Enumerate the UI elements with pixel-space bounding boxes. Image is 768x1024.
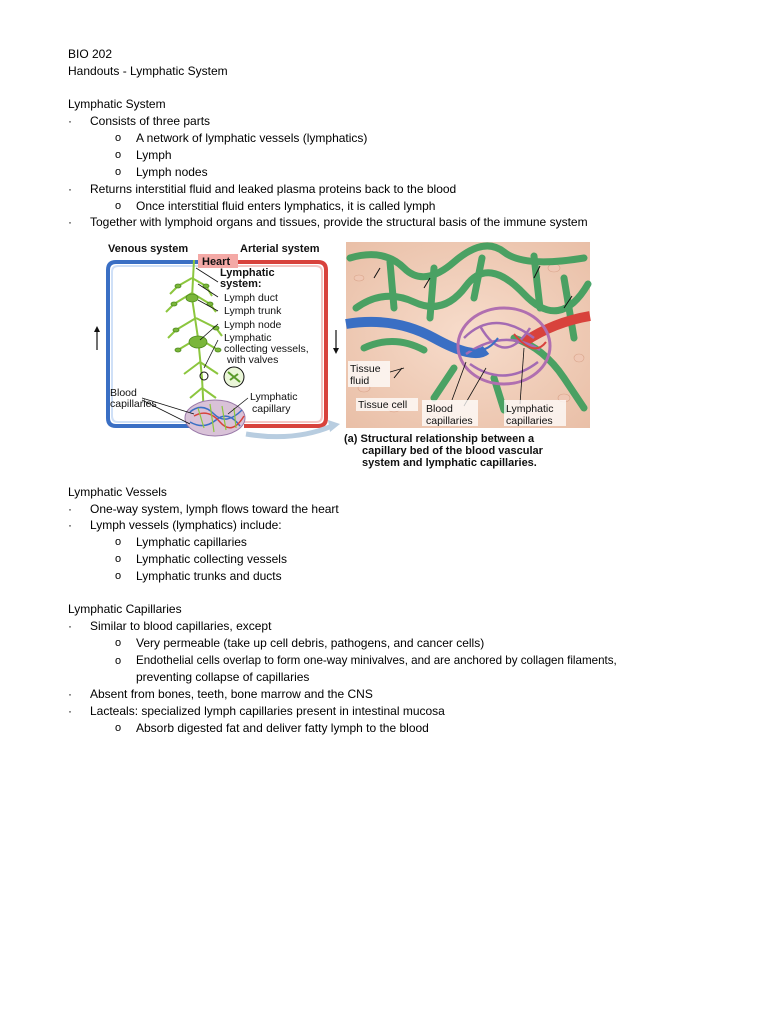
sub-bullet-glyph: o [115,166,122,178]
sub-list-item: A network of lymphatic vessels (lymphatics) [136,131,368,145]
bullet-glyph: · [68,502,72,516]
figure-caption-line-2: capillary bed of the blood vascular [362,445,543,457]
sub-list-item: Lymphatic capillaries [136,535,247,549]
sub-list-item: Lymphatic collecting vessels [136,552,287,566]
sub-list-item-continuation: preventing collapse of capillaries [136,670,310,684]
sub-bullet-glyph: o [115,722,122,734]
list-item: Lacteals: specialized lymph capillaries present in intestinal mucosa [90,704,445,718]
figure-caption-line-1: (a) Structural relationship between a [344,433,535,445]
bullet-glyph: · [68,687,72,701]
lymphatic-capillary-label-1: Lymphatic [250,391,298,403]
arterial-system-label: Arterial system [240,243,320,255]
sub-bullet-glyph: o [115,655,122,667]
sub-list-item: Once interstitial fluid enters lymphatics, it is called lymph [136,199,436,213]
sub-bullet-glyph: o [115,149,122,161]
list-item: Similar to blood capillaries, except [90,619,272,633]
bullet-glyph: · [68,518,72,532]
sub-bullet-glyph: o [115,536,122,548]
lymph-duct-label: Lymph duct [224,292,278,304]
lymphatic-capillaries-detail-label-1: Lymphatic [506,403,554,415]
collecting-vessels-label-3: with valves [227,354,279,366]
tissue-fluid-label-1: Tissue [350,363,381,375]
capillary-bed-detail [346,242,590,428]
sub-bullet-glyph: o [115,132,122,144]
section-heading-lymphatic-capillaries: Lymphatic Capillaries [68,602,182,616]
sub-bullet-glyph: o [115,200,122,212]
sub-list-item: Lymph [136,148,172,162]
blood-capillaries-label-2: capillaries [110,398,157,410]
sub-list-item: Absorb digested fat and deliver fatty lymph to the blood [136,721,429,735]
venous-system-label: Venous system [108,243,189,255]
lymphatic-system-label-2: system: [220,278,262,290]
lymphatic-system-label-1: Lymphatic [220,267,275,279]
sub-bullet-glyph: o [115,637,122,649]
collecting-vessels-label-1: Lymphatic [224,332,272,344]
bullet-glyph: · [68,215,72,229]
bullet-glyph: · [68,114,72,128]
list-item: Absent from bones, teeth, bone marrow and the CNS [90,687,373,701]
sub-bullet-glyph: o [115,553,122,565]
sub-list-item: Endothelial cells overlap to form one-way minivalves, and are anchored by collagen filaments, [136,654,617,667]
section-heading-lymphatic-vessels: Lymphatic Vessels [68,485,167,499]
tissue-cell-label: Tissue cell [358,399,408,411]
list-item: Lymph vessels (lymphatics) include: [90,518,282,532]
heart-label: Heart [202,256,231,268]
collecting-vessels-label-2: collecting vessels, [224,343,309,355]
circulation-diagram [94,243,339,436]
lymphatic-system-figure [94,238,594,472]
bullet-glyph: · [68,182,72,196]
list-item: One-way system, lymph flows toward the heart [90,502,339,516]
flow-up-arrow [94,326,100,350]
lymphatic-capillaries-detail-label-2: capillaries [506,415,553,427]
flow-down-arrow [333,330,339,354]
lymphatic-capillary-label-2: capillary [252,403,291,415]
sub-list-item: Lymphatic trunks and ducts [136,569,282,583]
course-code: BIO 202 [68,47,113,61]
section-heading-lymphatic-system: Lymphatic System [68,97,166,111]
blood-capillaries-detail-label-1: Blood [426,403,453,415]
document-title: Handouts - Lymphatic System [68,64,228,78]
lymph-trunk-label: Lymph trunk [224,305,282,317]
zoom-arrow-head [328,420,340,432]
lymph-node-label: Lymph node [224,319,282,331]
sub-list-item: Lymph nodes [136,165,208,179]
blood-capillaries-detail-label-2: capillaries [426,415,473,427]
list-item: Returns interstitial fluid and leaked plasma proteins back to the blood [90,182,457,196]
sub-bullet-glyph: o [115,570,122,582]
figure-caption-line-3: system and lymphatic capillaries. [362,457,537,469]
sub-list-item: Very permeable (take up cell debris, pathogens, and cancer cells) [136,636,485,650]
blood-capillaries-label-1: Blood [110,387,137,399]
bullet-glyph: · [68,704,72,718]
list-item: Together with lymphoid organs and tissues, provide the structural basis of the immune system [90,215,588,229]
tissue-fluid-label-2: fluid [350,375,370,387]
bullet-glyph: · [68,619,72,633]
list-item: Consists of three parts [90,114,211,128]
